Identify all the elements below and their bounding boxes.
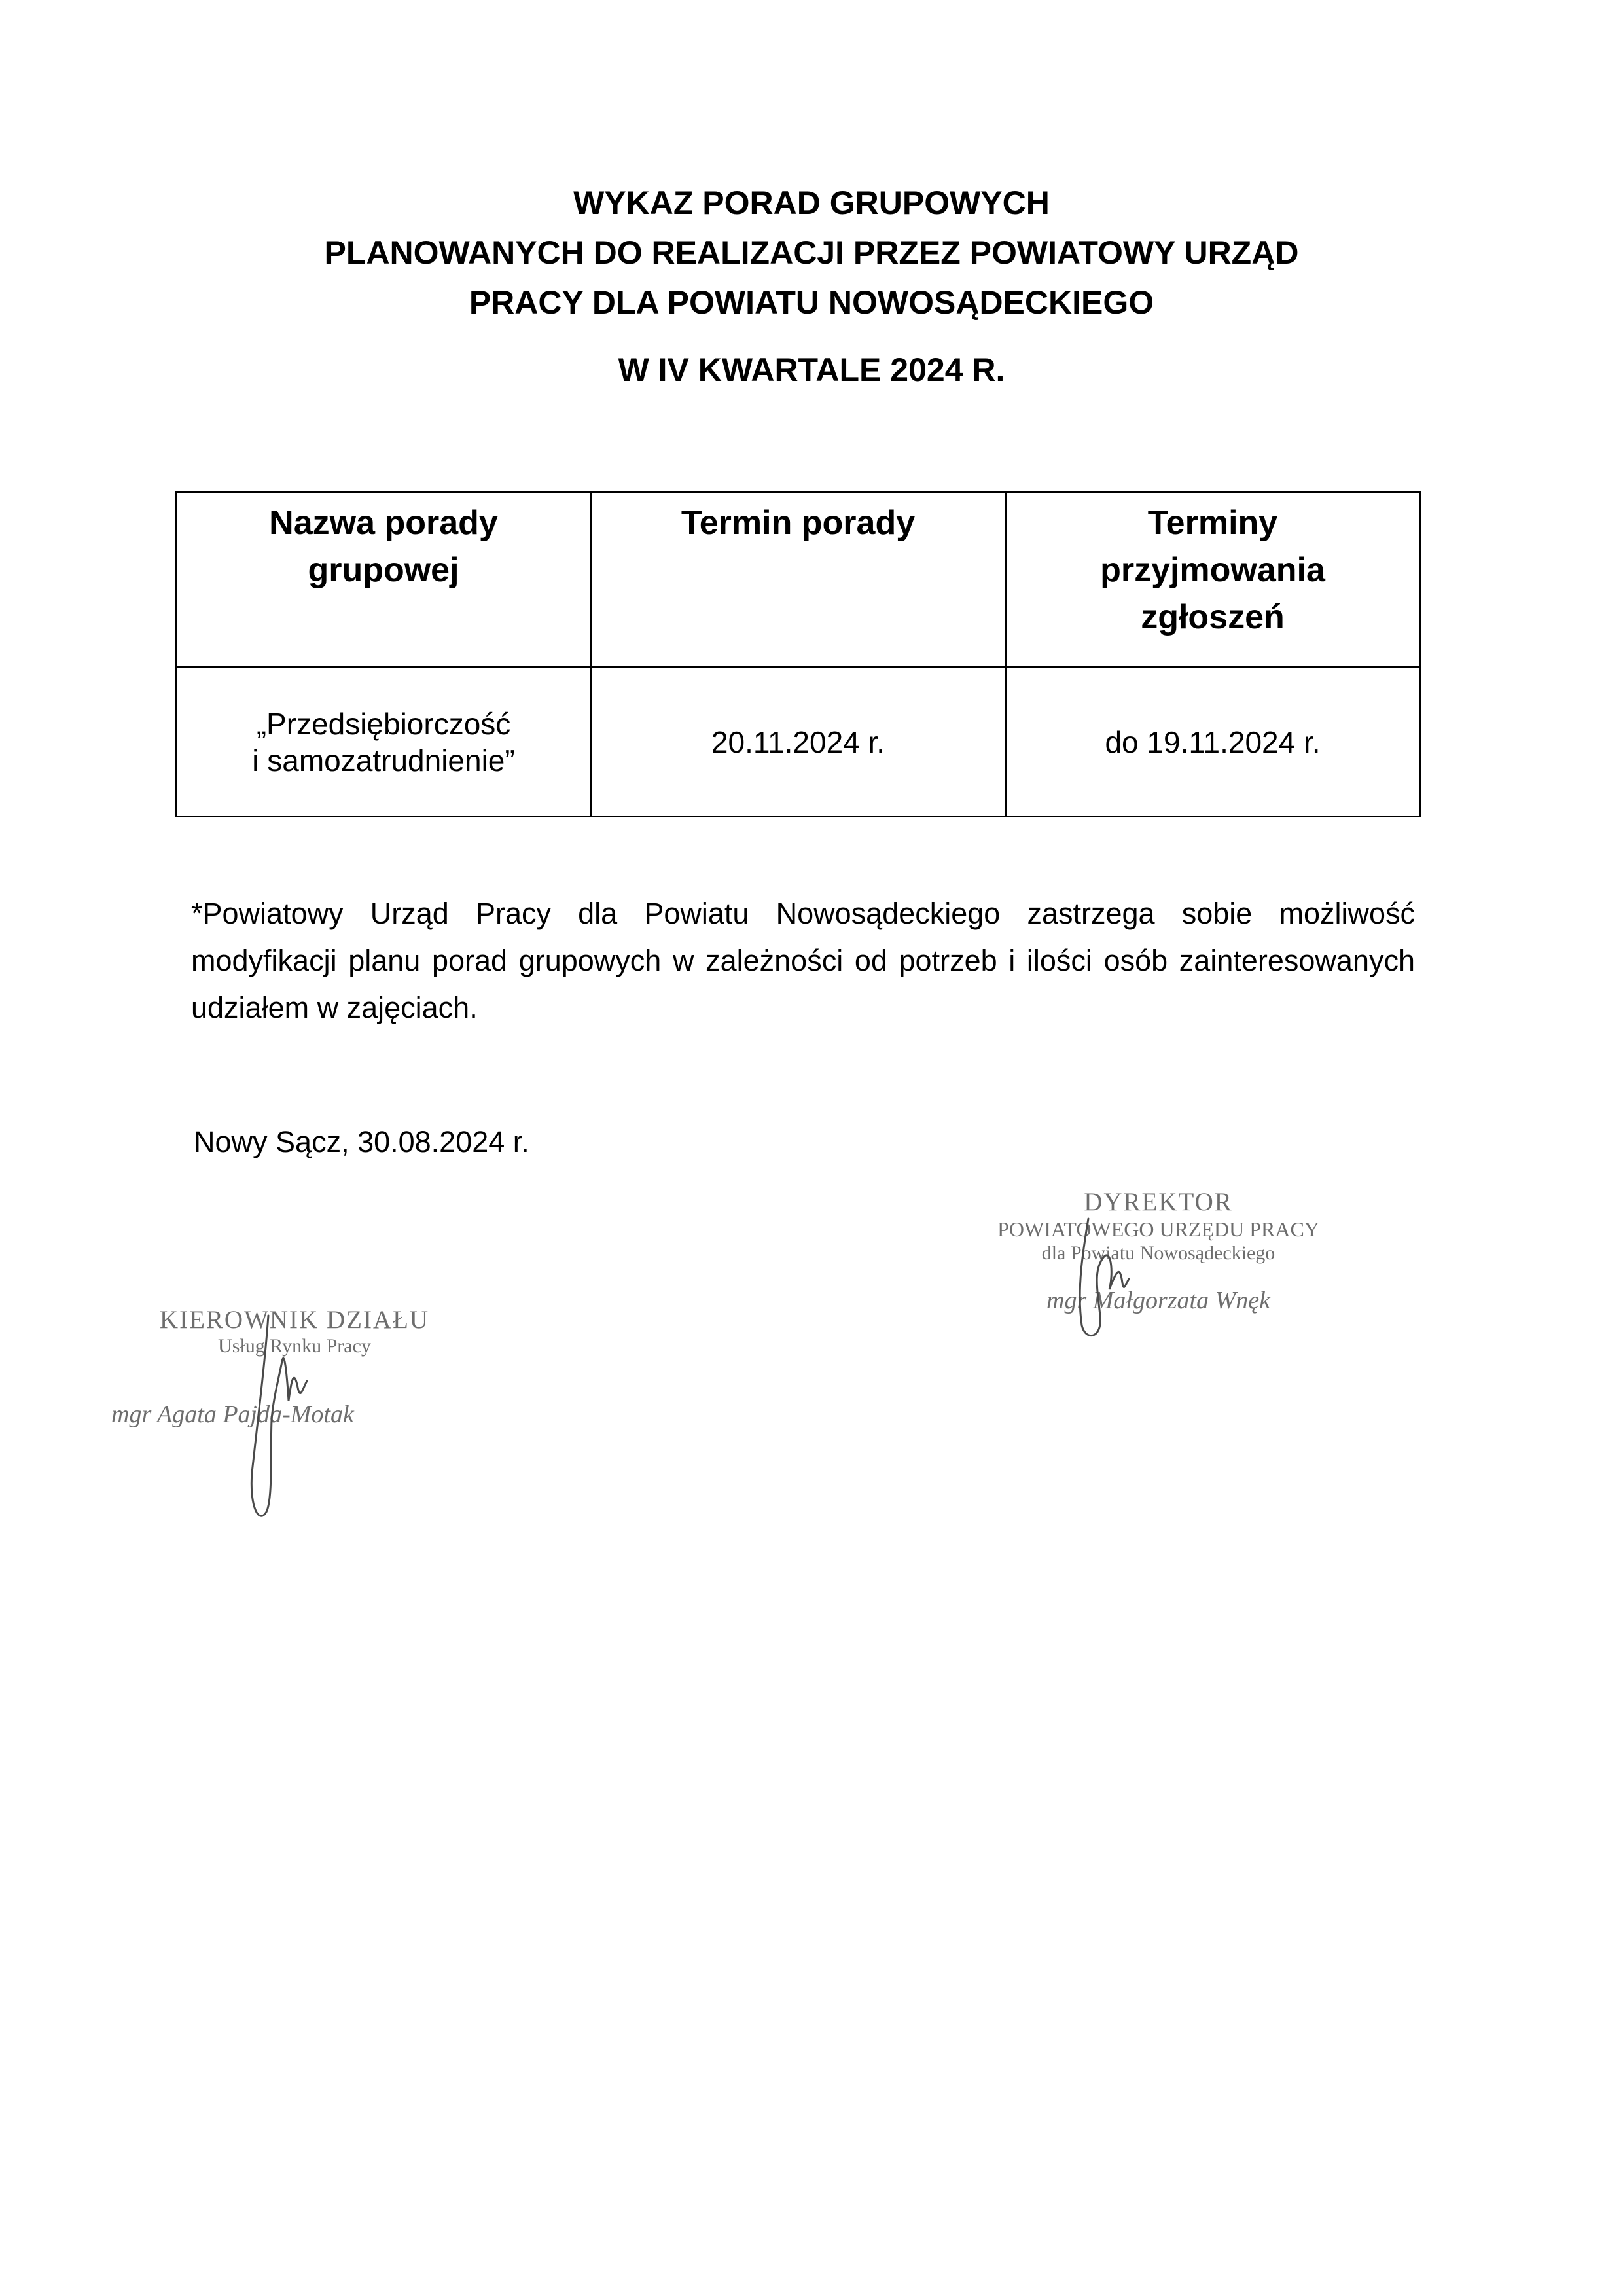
director-signature xyxy=(1057,1211,1135,1348)
document-title xyxy=(0,178,1623,327)
director-stamp-district: dla Powiatu Nowosądeckiego xyxy=(1041,1242,1275,1264)
header-line: Terminy xyxy=(1147,504,1278,542)
director-stamp-office: POWIATOWEGO URZĘDU PRACY xyxy=(997,1217,1319,1241)
director-stamp-name: mgr Małgorzata Wnęk xyxy=(1046,1287,1270,1314)
header-line: Termin porady xyxy=(681,504,916,542)
header-advice-date xyxy=(591,492,1006,668)
header-line: grupowej xyxy=(308,551,459,589)
title-line-1: WYKAZ PORAD GRUPOWYCH xyxy=(573,185,1050,221)
header-line: Nazwa porady xyxy=(269,504,498,542)
group-advice-table xyxy=(175,491,1421,817)
cell-advice-date: 20.11.2024 r. xyxy=(591,668,1006,817)
header-line: zgłoszeń xyxy=(1141,598,1285,636)
header-advice-name xyxy=(177,492,591,668)
department-head-stamp-name: mgr Agata Pajda-Motak xyxy=(111,1401,354,1428)
place-and-date: Nowy Sącz, 30.08.2024 r. xyxy=(194,1125,529,1158)
table-row xyxy=(177,668,1420,817)
quarter-heading: W IV KWARTALE 2024 R. xyxy=(618,351,1005,388)
cell-line: i samozatrudnienie” xyxy=(252,743,515,778)
header-application-deadline xyxy=(1006,492,1420,668)
department-head-signature xyxy=(232,1309,330,1532)
header-line: przyjmowania xyxy=(1100,551,1325,589)
department-head-stamp-department: Usług Rynku Pracy xyxy=(218,1335,371,1357)
director-stamp-title: DYREKTOR xyxy=(1084,1188,1233,1216)
reservation-note: *Powiatowy Urząd Pracy dla Powiatu Nowosądeckiego zastrzega sobie możliwość modyfikacji planu porad grupowych w zależności od potrzeb i ilości osób zainteresowanych udziałem w zajęciach. xyxy=(191,897,1415,1024)
title-line-2: PLANOWANYCH DO REALIZACJI PRZEZ POWIATOWY URZĄD xyxy=(324,234,1299,271)
cell-application-deadline: do 19.11.2024 r. xyxy=(1006,668,1420,817)
department-head-stamp-title: KIEROWNIK DZIAŁU xyxy=(159,1306,430,1334)
director-stamp xyxy=(916,1188,1400,1315)
cell-advice-name xyxy=(177,668,591,817)
cell-line: „Przedsiębiorczość xyxy=(256,706,511,741)
title-line-3: PRACY DLA POWIATU NOWOSĄDECKIEGO xyxy=(469,284,1154,321)
table-header-row xyxy=(177,492,1420,668)
